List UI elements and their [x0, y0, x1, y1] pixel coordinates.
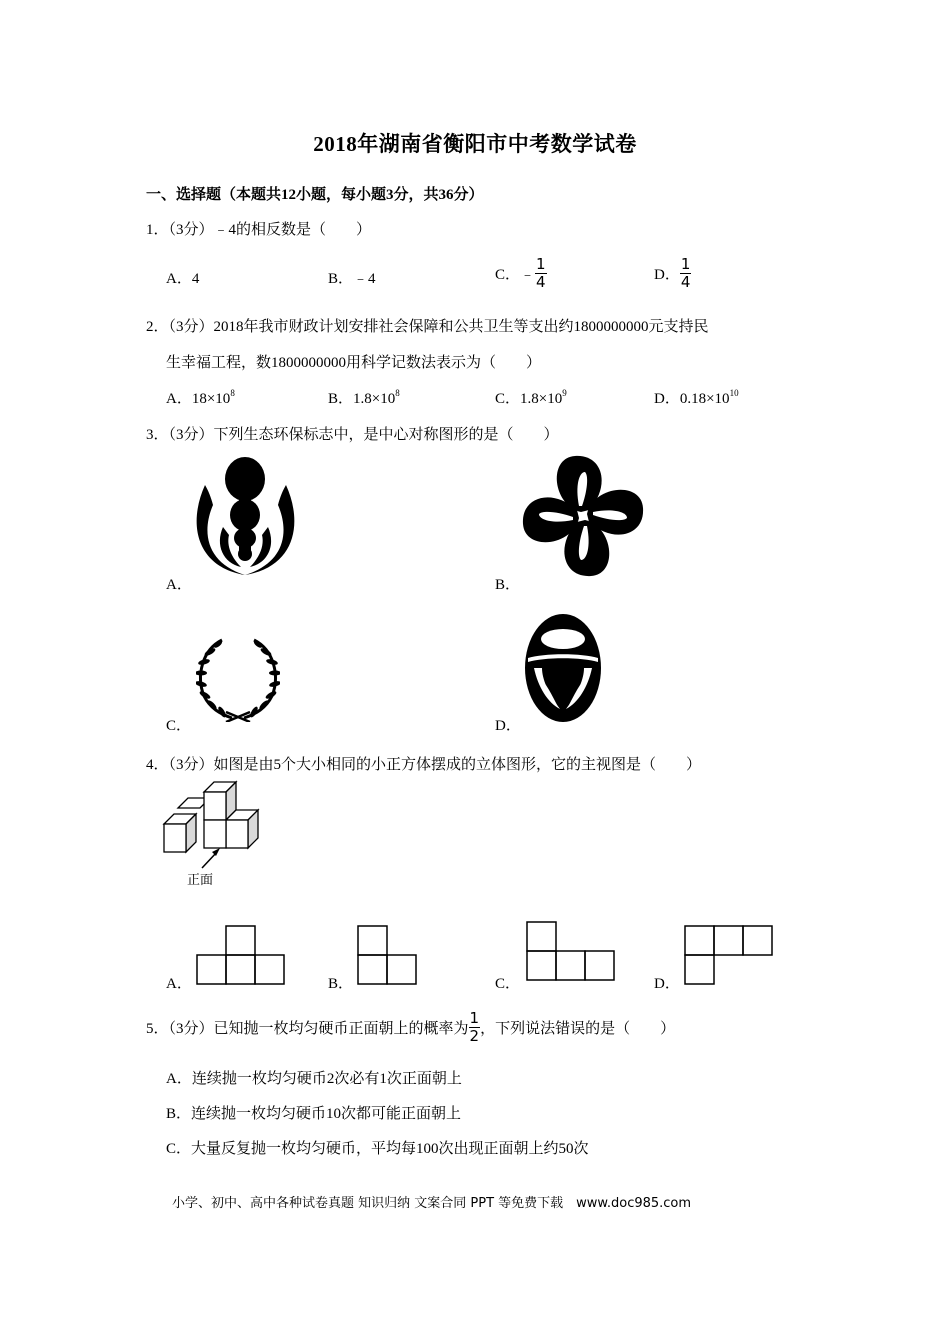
question-number: 4． [146, 757, 169, 773]
q3-option-a-label: A． [166, 577, 192, 593]
question-2-line2: 生幸福工程，数1800000000用科学记数法表示为（ ） [166, 355, 542, 371]
option-label: A． [166, 271, 192, 287]
question-number: 2． [146, 319, 169, 335]
option-label: B． [328, 271, 354, 287]
option-text: 连续抛一枚均匀硬币2次必有1次正面朝上 [191, 1071, 462, 1087]
question-points: （3分） [168, 757, 214, 773]
inverted-l-shape-view-icon [684, 924, 776, 986]
question-number: 1． [146, 222, 169, 238]
question-number: 5． [146, 1021, 169, 1037]
wide-l-shape-view-icon [526, 920, 618, 982]
q2-option-c [495, 387, 567, 408]
denominator: 4 [680, 273, 691, 291]
numerator: 1 [536, 255, 546, 273]
question-stem-line1: 2018年我市财政计划安排社会保障和公共卫生等支出约1800000000元支持民 [213, 319, 709, 335]
question-3 [146, 423, 559, 444]
option-label: B． [166, 1106, 192, 1122]
question-2 [146, 315, 709, 336]
option-text: 连续抛一枚均匀硬币10次都可能正面朝上 [191, 1106, 462, 1122]
q4-option-d-label: D． [654, 976, 680, 992]
q5-option-a [166, 1067, 462, 1088]
q3-option-d-label: D． [495, 718, 521, 734]
cube-stack-figure-icon [160, 780, 275, 870]
fraction [680, 256, 692, 291]
four-petal-pinwheel-logo-icon [522, 455, 644, 577]
l-shape-view-icon [357, 924, 419, 986]
option-base: 1.8×10 [353, 391, 396, 407]
question-stem-before: 已知抛一枚均匀硬币正面朝上的概率为 [213, 1021, 469, 1037]
option-exponent: 9 [562, 388, 567, 398]
option-label: A． [166, 1071, 192, 1087]
option-exponent: 8 [230, 388, 235, 398]
figure-label-front: 正面 [187, 873, 214, 888]
q2-option-a [166, 387, 235, 408]
option-text: 大量反复抛一枚均匀硬币，平均每100次出现正面朝上约50次 [191, 1141, 589, 1157]
q1-option-c [495, 256, 547, 291]
option-label: A． [166, 391, 192, 407]
question-stem: 下列生态环保标志中，是中心对称图形的是（ ） [213, 427, 559, 443]
q1-option-a [166, 267, 199, 288]
q3-option-c-label: C． [166, 718, 192, 734]
question-points: （3分） [168, 427, 214, 443]
laurel-wreath-logo-icon [196, 636, 280, 722]
option-exponent: 10 [729, 388, 739, 398]
fraction [535, 256, 547, 291]
option-base: 1.8×10 [520, 391, 563, 407]
question-points: （3分） [168, 222, 214, 238]
option-label: C． [166, 1141, 192, 1157]
option-exponent: 8 [395, 388, 400, 398]
question-5 [146, 1010, 675, 1045]
q5-option-c [166, 1137, 589, 1158]
question-number: 3． [146, 427, 169, 443]
option-text: ﹣4 [353, 271, 376, 287]
q1-option-d [654, 256, 691, 291]
q3-option-b-label: B． [495, 577, 521, 593]
question-points: （3分） [168, 319, 214, 335]
option-label: D． [654, 267, 680, 283]
option-text: 4 [191, 271, 200, 287]
question-1 [146, 218, 371, 239]
option-label: C． [495, 391, 521, 407]
option-label: B． [328, 391, 354, 407]
fraction [469, 1010, 481, 1045]
tulip-logo-icon [193, 455, 298, 577]
option-label: C． [495, 267, 521, 283]
question-stem: 如图是由5个大小相同的小正方体摆成的立体图形，它的主视图是（ ） [213, 757, 702, 773]
section-heading: 一、选择题（本题共12小题，每小题3分，共36分） [146, 187, 484, 203]
q2-option-d [654, 387, 739, 408]
footer-text: 小学、初中、高中各种试卷真题 知识归纳 文案合同 PPT 等免费下载 www.doc985.com [172, 1196, 692, 1211]
question-stem-after: ，下列说法错误的是（ ） [480, 1021, 676, 1037]
q1-option-b [328, 267, 376, 288]
q4-option-b-label: B． [328, 976, 354, 992]
denominator: 2 [469, 1027, 480, 1045]
question-stem: ﹣4的相反数是（ ） [213, 222, 372, 238]
question-4 [146, 753, 701, 774]
arrow-head-icon [212, 848, 220, 856]
option-sign: ﹣ [520, 267, 536, 283]
option-base: 0.18×10 [679, 391, 730, 407]
q2-option-b [328, 387, 400, 408]
option-label: D． [654, 391, 680, 407]
oval-leaf-logo-icon [524, 613, 602, 723]
q5-option-b [166, 1102, 461, 1123]
q4-option-c-label: C． [495, 976, 521, 992]
denominator: 4 [536, 273, 546, 291]
option-base: 18×10 [191, 391, 231, 407]
page-title: 2018年湖南省衡阳市中考数学试卷 [313, 132, 637, 156]
t-shape-view-icon [196, 924, 286, 986]
numerator: 1 [469, 1009, 480, 1027]
numerator: 1 [680, 255, 691, 273]
question-points: （3分） [168, 1021, 214, 1037]
q4-option-a-label: A． [166, 976, 192, 992]
